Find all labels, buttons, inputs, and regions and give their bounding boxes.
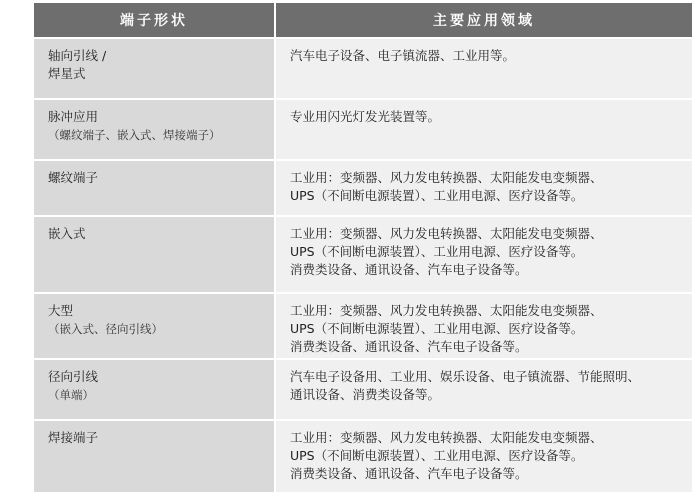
shape-label: 焊接端子 [48,430,99,445]
application-table [34,3,692,492]
table-row [34,98,692,159]
table-row [34,292,692,358]
shape-label: 大型 [48,303,74,318]
applications-cell [276,294,692,358]
application-text: 汽车电子设备、电子镇流器、工业用等。 [290,48,516,63]
header-terminal-shape: 端子形状 [120,13,188,29]
table-row [34,419,692,492]
shape-label: 螺纹端子 [48,170,99,185]
application-text: 工业用：变频器、风力发电转换器、太阳能发电变频器、 [290,170,603,185]
application-text: 工业用：变频器、风力发电转换器、太阳能发电变频器、 [290,430,603,445]
table-row [34,358,692,419]
application-text: 工业用：变频器、风力发电转换器、太阳能发电变频器、 [290,226,603,241]
shape-label: 脉冲应用 [48,109,99,124]
applications-cell [276,161,692,215]
application-text: UPS（不间断电源装置）、工业用电源、医疗设备等。 [290,244,584,259]
terminal-shape-cell [34,421,274,492]
shape-label: 轴向引线 / [48,48,107,63]
table-row [34,215,692,292]
shape-label: 径向引线 [48,369,99,384]
shape-sublabel: （螺纹端子、嵌入式、焊接端子） [48,128,221,142]
terminal-shape-cell [34,294,274,358]
applications-cell [276,421,692,492]
terminal-shape-cell [34,100,274,159]
shape-sublabel: （嵌入式、径向引线） [48,322,163,336]
table-row [34,159,692,215]
applications-cell [276,360,692,419]
terminal-shape-cell [34,217,274,292]
applications-cell [276,217,692,292]
application-text: 专业用闪光灯发光装置等。 [290,109,441,124]
table-row [34,37,692,98]
application-text: 消费类设备、通讯设备、汽车电子设备等。 [290,262,528,277]
applications-cell [276,39,692,98]
application-text: UPS（不间断电源装置）、工业用电源、医疗设备等。 [290,188,584,203]
application-text: 消费类设备、通讯设备、汽车电子设备等。 [290,466,528,481]
application-text: 通讯设备、消费类设备等。 [290,387,441,402]
shape-sublabel: （单端） [48,388,94,402]
terminal-shape-cell [34,161,274,215]
terminal-shape-cell [34,360,274,419]
application-text: UPS（不间断电源装置）、工业用电源、医疗设备等。 [290,321,584,336]
application-text: 汽车电子设备用、工业用、娱乐设备、电子镇流器、节能照明、 [290,369,641,384]
shape-label: 焊星式 [48,66,86,81]
application-text: UPS（不间断电源装置）、工业用电源、医疗设备等。 [290,448,584,463]
shape-label: 嵌入式 [48,226,86,241]
application-text: 工业用：变频器、风力发电转换器、太阳能发电变频器、 [290,303,603,318]
application-text: 消费类设备、通讯设备、汽车电子设备等。 [290,339,528,354]
table-header [34,3,692,37]
applications-cell [276,100,692,159]
header-main-applications: 主要应用领域 [274,3,692,37]
terminal-shape-cell [34,39,274,98]
